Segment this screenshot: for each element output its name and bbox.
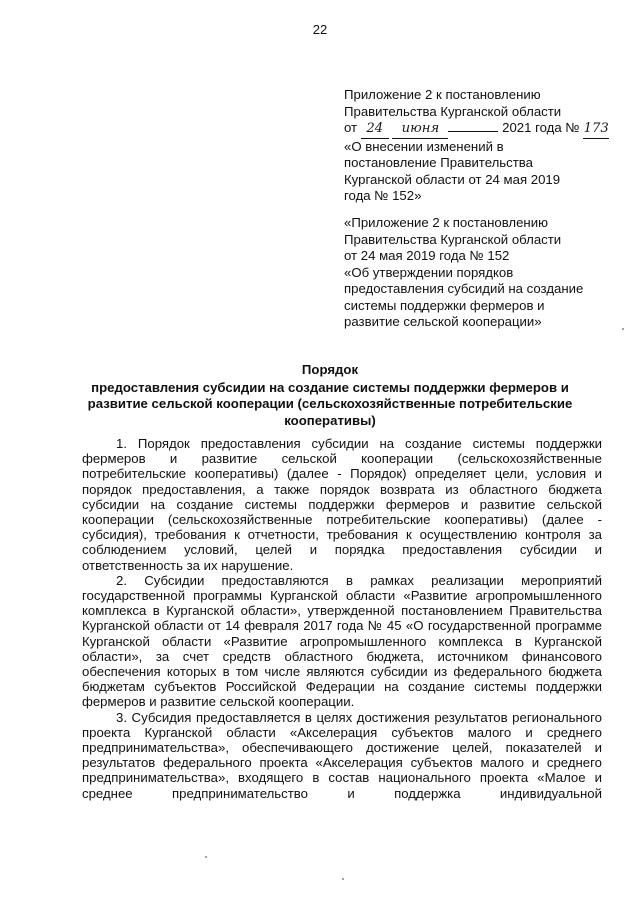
appendix-line: Правительства Курганской области	[344, 231, 562, 247]
document-body	[82, 436, 602, 801]
appendix-line: Курганской области от 24 мая 2019	[344, 171, 561, 187]
page-number: 22	[312, 22, 328, 37]
appendix-amendment-header	[344, 87, 624, 205]
appendix-line: постановление Правительства	[344, 155, 533, 170]
paragraph-2: 2. Субсидии предоставляются в рамках реализации мероприятий государственной программы Курганской области «Развитие агропромышленного комплекса в Курганской области», утвержденной постановлением Правительства Курганской области от 14 февраля 2017 года № 45 «О государственной программе Курганской области «Развитие агропромышленного комплекса в Курганской области», за счет средств областного бюджета, источником финансового обеспечения которых в том числе являются субсидии из федерального бюджета бюджетам субъектов Российской Федерации на создание системы поддержки фермеров и развитие сельской кооперации.	[82, 572, 602, 710]
document-title	[60, 362, 600, 429]
appendix-line: «Об утверждении порядков	[344, 264, 514, 280]
from-label: от	[344, 120, 358, 135]
appendix-line: Приложение 2 к постановлению	[344, 87, 541, 102]
scan-speck	[342, 878, 344, 880]
appendix-line: года № 152»	[344, 188, 422, 203]
appendix-line: развитие сельской кооперации»	[344, 314, 542, 329]
title-line: кооперативы)	[284, 412, 376, 428]
appendix-line: системы поддержки фермеров и	[344, 297, 545, 313]
appendix-line: «О внесении изменений в	[344, 138, 504, 154]
title-line: развитие сельской кооперации (сельскохозяйственные потребительские	[87, 396, 573, 412]
scan-speck	[205, 856, 207, 858]
appendix-original-header	[344, 215, 624, 331]
title-heading: Порядок	[301, 362, 359, 377]
handwritten-number: 173	[583, 121, 609, 139]
appendix-line: предоставления субсидий на создание	[344, 281, 584, 296]
appendix-line: Правительства Курганской области	[344, 103, 562, 119]
title-line: предоставления субсидии на создание системы поддержки фермеров и	[91, 380, 569, 396]
appendix-date-line	[344, 120, 624, 139]
paragraph-1: 1. Порядок предоставления субсидии на создание системы поддержки фермеров и развитие сельской кооперации (сельскохозяйственные потребительские кооперативы) (далее - Порядок) определяет цели, условия и порядок предоставления, а также порядок возврата из областного бюджета субсидии на создание системы поддержки фермеров и развитие сельской кооперации (сельскохозяйственные потребительские кооперативы) (далее - субсидия), требования к отчетности, требования к осуществлению контроля за соблюдением условий, целей и порядка предоставления субсидии и ответственность за их нарушение.	[82, 436, 602, 573]
appendix-line: «Приложение 2 к постановлению	[344, 215, 548, 230]
year-label: 2021 года №	[502, 120, 580, 135]
scan-speck	[622, 328, 624, 330]
handwritten-month: июня	[392, 121, 448, 139]
handwritten-day: 24	[361, 121, 389, 139]
paragraph-3: 3. Субсидия предоставляется в целях достижения результатов регионального проекта Курганской области «Акселерация субъектов малого и среднего предпринимательства», обеспечивающего достижение целей, показателей и результатов федерального проекта «Акселерация субъектов малого и среднего предпринимательства», входящего в состав национального проекта «Малое и среднее предпринимательство и поддержка индивидуальной	[82, 709, 602, 801]
blank-underline	[448, 131, 498, 132]
appendix-line: от 24 мая 2019 года № 152	[344, 248, 510, 263]
